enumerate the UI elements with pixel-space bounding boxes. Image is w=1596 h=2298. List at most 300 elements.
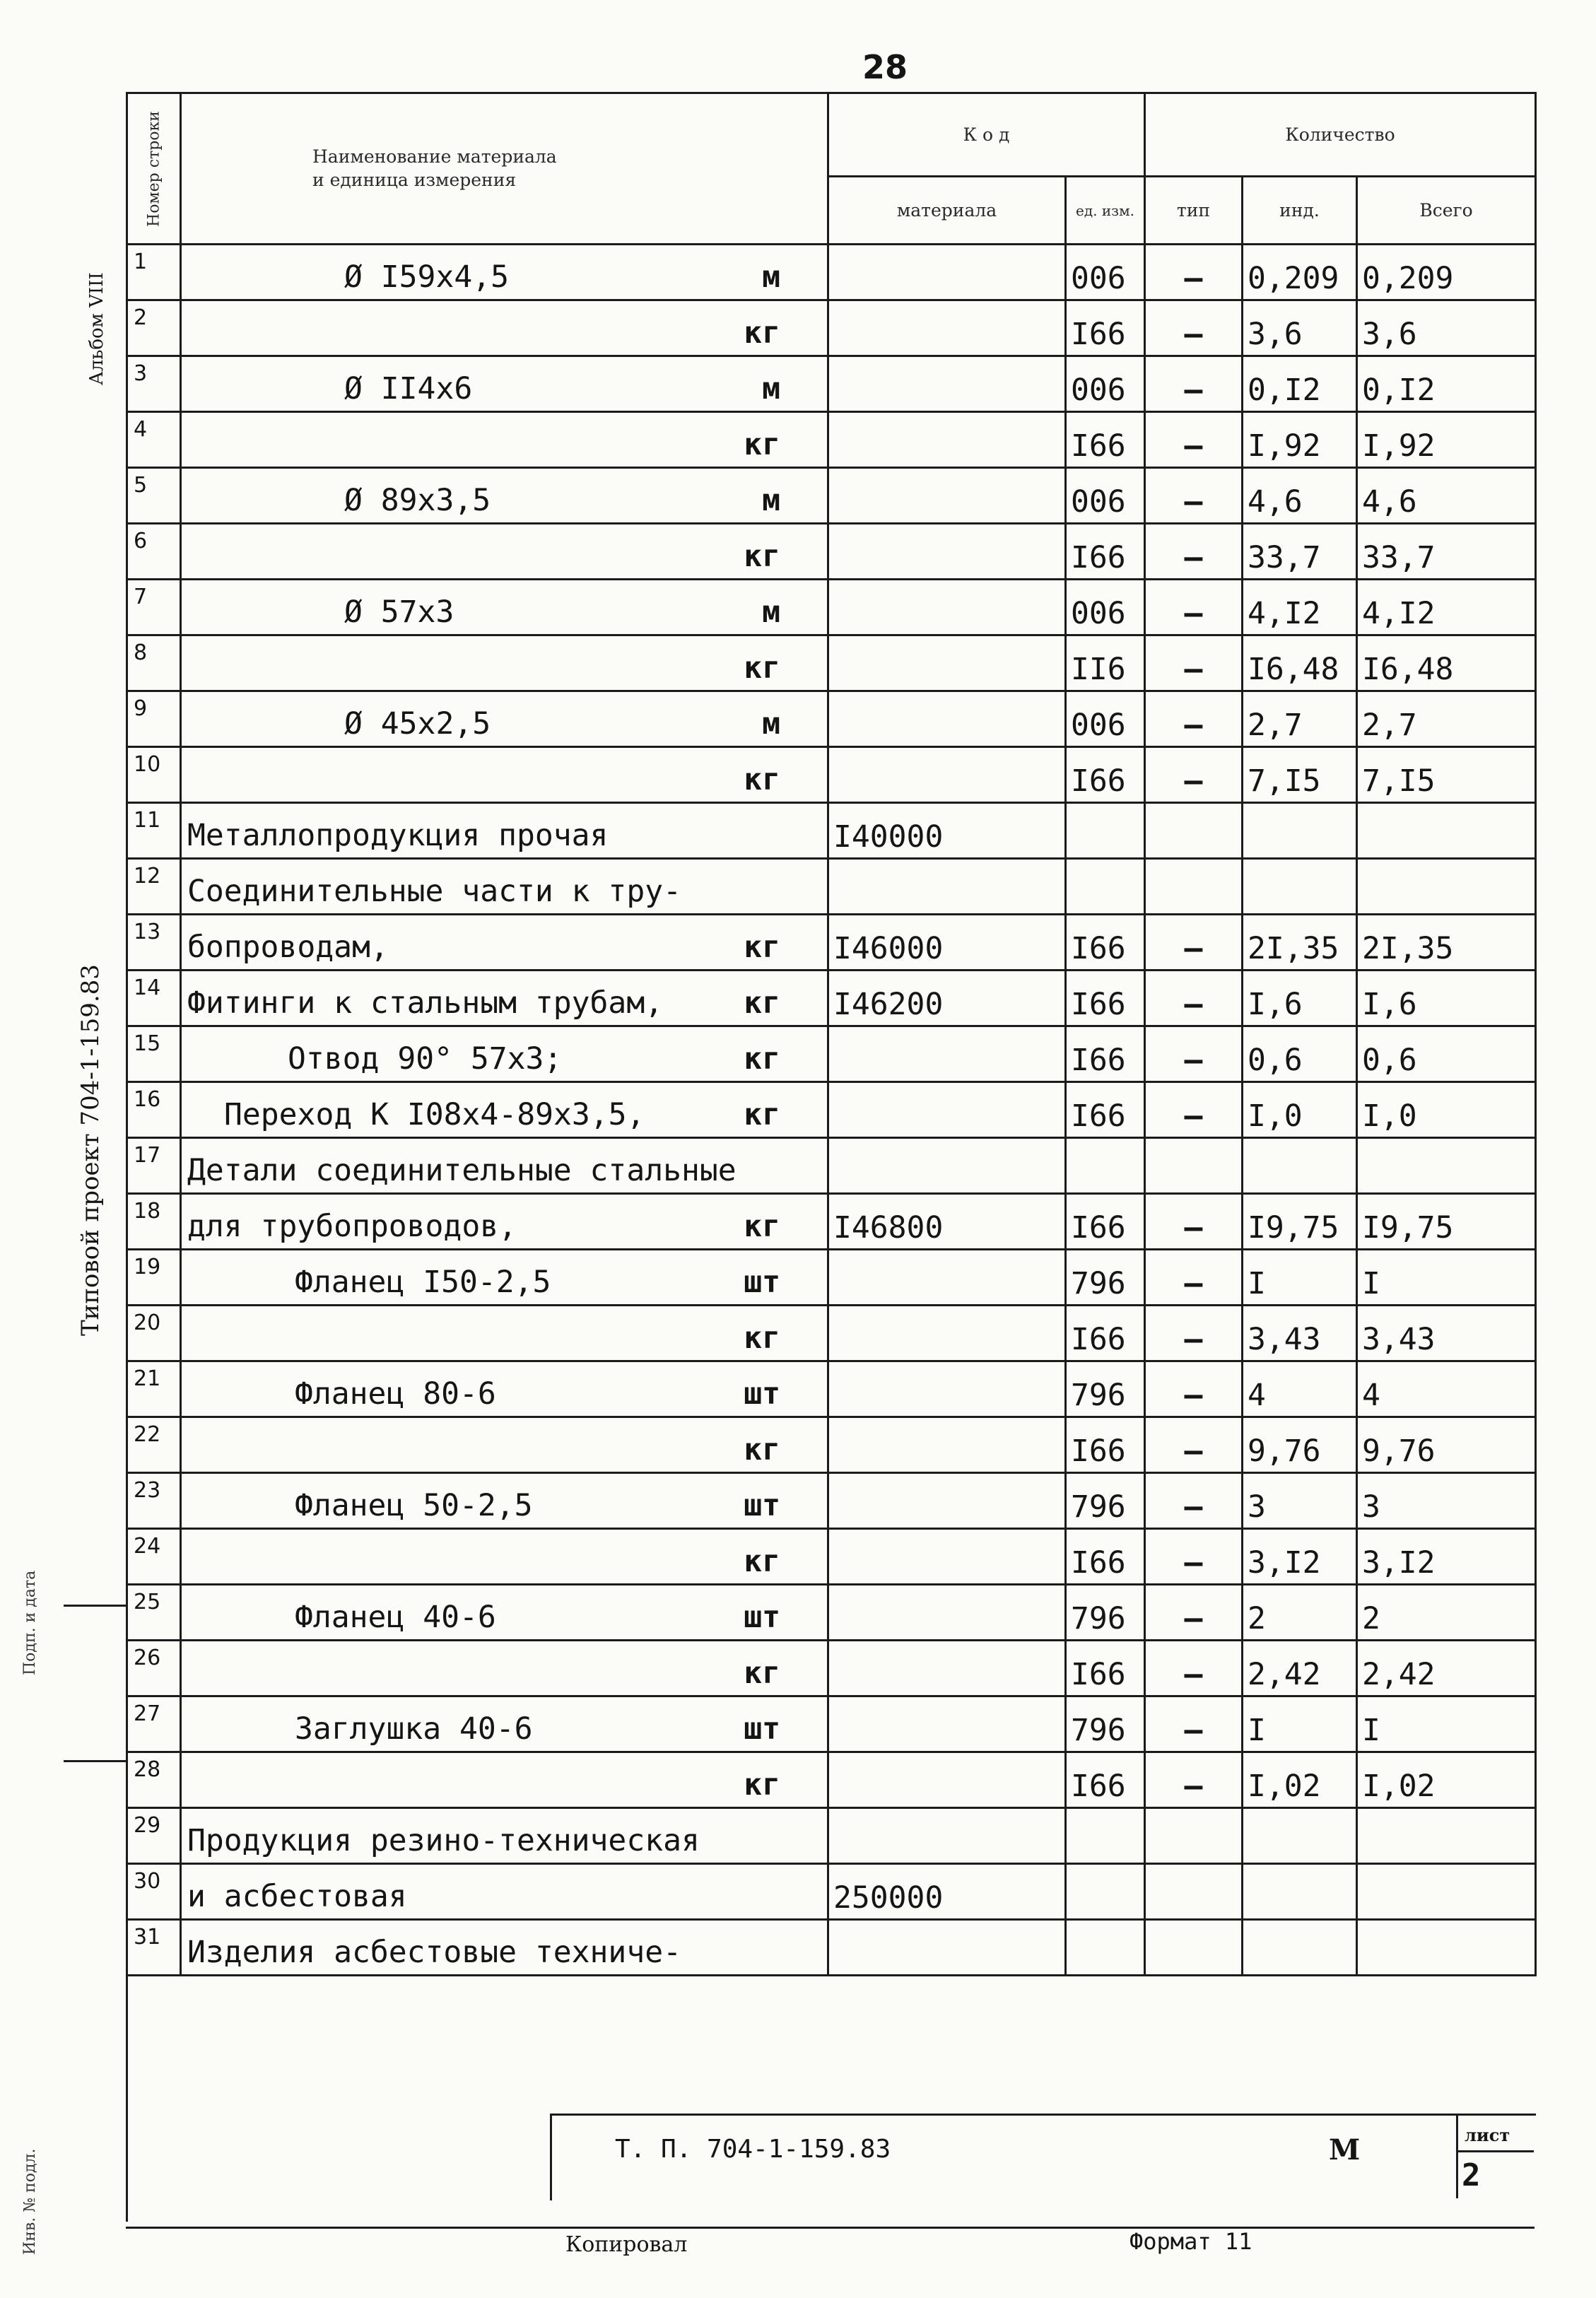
material-name [181,245,828,300]
item-quantity: 4,6 [1243,468,1357,524]
unit-code: I66 [1066,1306,1145,1361]
material-code: I46200 [828,971,1066,1026]
material-code [828,1138,1066,1194]
copied-label: Копировал [565,2232,688,2257]
type-value: – [1145,971,1243,1026]
table-row [127,1473,1536,1529]
bottom-rule [126,2227,1535,2229]
material-code [828,747,1066,803]
unit-code [1066,803,1145,859]
material-name [181,1641,828,1696]
unit-code: 006 [1066,245,1145,300]
row-number: 6 [127,524,181,580]
material-name [181,915,828,971]
type-value: – [1145,1473,1243,1529]
unit-code: 006 [1066,356,1145,412]
total-quantity: 0,6 [1357,1026,1536,1082]
unit-text: м [762,371,780,406]
material-code [828,412,1066,468]
material-name [181,1361,828,1417]
unit-code [1066,1138,1145,1194]
material-code: I46000 [828,915,1066,971]
material-name-text: Соединительные части к тру- [187,874,681,909]
unit-text: кг [744,1320,780,1356]
material-code [828,580,1066,635]
type-value: – [1145,356,1243,412]
unit-text: кг [744,1655,780,1691]
table-row [127,1864,1536,1920]
material-name [181,1696,828,1752]
table-row [127,300,1536,356]
item-quantity: 2,7 [1243,691,1357,747]
table-row [127,1585,1536,1641]
type-value: – [1145,1361,1243,1417]
material-name [181,971,828,1026]
material-name-text: бопроводам, [187,930,389,965]
material-code [828,1808,1066,1864]
unit-code: 006 [1066,691,1145,747]
unit-code: I66 [1066,971,1145,1026]
material-code [828,245,1066,300]
material-name [181,1194,828,1250]
unit-code [1066,1864,1145,1920]
table-row [127,1417,1536,1473]
material-code: I46800 [828,1194,1066,1250]
row-number: 1 [127,245,181,300]
type-value [1145,1864,1243,1920]
row-number: 3 [127,356,181,412]
table-row [127,971,1536,1026]
type-value: – [1145,245,1243,300]
material-name-text: Детали соединительные стальные [187,1153,737,1188]
item-quantity: I,0 [1243,1082,1357,1138]
material-code [828,1082,1066,1138]
material-code [828,1529,1066,1585]
side-project-label: Типовой проект 704-1-159.83 [76,964,105,1336]
item-quantity: 9,76 [1243,1417,1357,1473]
material-name [181,803,828,859]
table-row [127,1920,1536,1976]
material-name-text: Фланец 40-6 [295,1600,496,1635]
unit-text: кг [744,1432,780,1467]
item-quantity: 2I,35 [1243,915,1357,971]
material-name-text: Фитинги к стальным трубам, [187,985,664,1021]
item-quantity: 33,7 [1243,524,1357,580]
material-name-text: Отвод 90° 57x3; [288,1041,563,1077]
material-code [828,1361,1066,1417]
unit-text: шт [744,1711,780,1747]
type-value: – [1145,1417,1243,1473]
material-name-text: Металлопродукция прочая [187,818,609,853]
material-name [181,747,828,803]
unit-code [1066,1920,1145,1976]
item-quantity [1243,1808,1357,1864]
table-row [127,1808,1536,1864]
type-value [1145,859,1243,915]
unit-code: I66 [1066,1752,1145,1808]
table-row [127,1026,1536,1082]
item-quantity: 0,209 [1243,245,1357,300]
material-code [828,1752,1066,1808]
table-row [127,468,1536,524]
table-row [127,524,1536,580]
row-number: 4 [127,412,181,468]
type-value: – [1145,580,1243,635]
material-name-text: Фланец 50-2,5 [295,1488,533,1523]
table-row [127,412,1536,468]
sheet-divider [1456,2150,1534,2152]
item-quantity: 0,I2 [1243,356,1357,412]
material-name [181,1752,828,1808]
material-name-text: Фланец I50-2,5 [295,1265,551,1300]
total-quantity: 0,I2 [1357,356,1536,412]
total-quantity: 2 [1357,1585,1536,1641]
unit-text: м [762,259,780,295]
material-code [828,524,1066,580]
row-number: 10 [127,747,181,803]
material-code [828,1306,1066,1361]
type-header: тип [1145,177,1243,245]
item-quantity [1243,1864,1357,1920]
unit-code [1066,1808,1145,1864]
project-code: Т. П. 704-1-159.83 [615,2135,891,2164]
type-value: – [1145,412,1243,468]
material-name [181,1473,828,1529]
unit-code: I66 [1066,1026,1145,1082]
material-name-text: Фланец 80-6 [295,1376,496,1412]
total-quantity: 2,7 [1357,691,1536,747]
unit-text: м [762,706,780,741]
specification-table [126,92,1537,1976]
mark: М [1329,2133,1361,2167]
row-number: 7 [127,580,181,635]
material-name-text: Ø II4x6 [344,371,473,406]
unit-code: I66 [1066,524,1145,580]
unit-text: кг [744,1209,780,1244]
total-quantity: I6,48 [1357,635,1536,691]
item-quantity: 2 [1243,1585,1357,1641]
material-name [181,1026,828,1082]
unit-code: 006 [1066,468,1145,524]
name-header: Наименование материала и единица измерения [181,93,828,245]
unit-code: I66 [1066,915,1145,971]
table-row [127,915,1536,971]
table-row [127,356,1536,412]
total-quantity [1357,1864,1536,1920]
unit-code: I66 [1066,1641,1145,1696]
table-row [127,803,1536,859]
row-number: 24 [127,1529,181,1585]
unit-code: 796 [1066,1585,1145,1641]
unit-code [1066,859,1145,915]
unit-code: 796 [1066,1473,1145,1529]
unit-code: II6 [1066,635,1145,691]
unit-text: кг [744,539,780,574]
unit-code: I66 [1066,747,1145,803]
material-name-text: Изделия асбестовые техниче- [187,1935,681,1970]
material-name [181,412,828,468]
unit-code: 796 [1066,1250,1145,1306]
material-code [828,1026,1066,1082]
type-value: – [1145,1585,1243,1641]
table-row [127,859,1536,915]
side-album-label: Альбом VIII [86,272,107,385]
total-quantity: I,02 [1357,1752,1536,1808]
material-name-text: Продукция резино-техническая [187,1823,700,1858]
page-number: 28 [862,48,908,86]
unit-code: 006 [1066,580,1145,635]
row-number: 14 [127,971,181,1026]
table-row [127,691,1536,747]
left-stamp-divider [64,1760,126,1762]
item-quantity [1243,803,1357,859]
material-name [181,1585,828,1641]
material-name [181,1864,828,1920]
row-number: 21 [127,1361,181,1417]
table-row [127,1306,1536,1361]
row-number: 9 [127,691,181,747]
unit-code: I66 [1066,1529,1145,1585]
item-quantity: 4 [1243,1361,1357,1417]
type-value: – [1145,300,1243,356]
row-number: 25 [127,1585,181,1641]
total-quantity: 2,42 [1357,1641,1536,1696]
type-value: – [1145,1082,1243,1138]
material-name [181,1529,828,1585]
table-row [127,1361,1536,1417]
table-row [127,1529,1536,1585]
row-number: 20 [127,1306,181,1361]
unit-code: I66 [1066,1194,1145,1250]
unit-code: I66 [1066,1082,1145,1138]
row-number: 16 [127,1082,181,1138]
unit-text: шт [744,1265,780,1300]
table-row [127,1250,1536,1306]
item-quantity: I,6 [1243,971,1357,1026]
item-quantity: 7,I5 [1243,747,1357,803]
row-number-header: Номер строки [127,93,181,245]
material-code [828,1417,1066,1473]
row-number: 13 [127,915,181,971]
side-stamp-signature: Подп. и дата [21,1570,39,1675]
material-name-text: Переход К I08x4-89x3,5, [224,1097,645,1132]
total-quantity: 3,6 [1357,300,1536,356]
unit-text: кг [744,315,780,351]
material-name-text: Заглушка 40-6 [295,1711,533,1747]
material-code [828,1641,1066,1696]
table-row [127,1752,1536,1808]
unit-code-header: ед. изм. [1066,177,1145,245]
total-quantity: 3,I2 [1357,1529,1536,1585]
item-quantity: I,92 [1243,412,1357,468]
item-header: инд. [1243,177,1357,245]
row-number: 11 [127,803,181,859]
material-name [181,691,828,747]
material-code [828,635,1066,691]
material-name [181,635,828,691]
total-quantity: 4,I2 [1357,580,1536,635]
total-quantity: I,0 [1357,1082,1536,1138]
item-quantity: I [1243,1250,1357,1306]
material-name [181,1082,828,1138]
item-quantity: I [1243,1696,1357,1752]
unit-text: м [762,483,780,518]
row-number: 15 [127,1026,181,1082]
total-quantity [1357,1138,1536,1194]
item-quantity: I9,75 [1243,1194,1357,1250]
material-name [181,1808,828,1864]
type-value: – [1145,1026,1243,1082]
total-quantity [1357,803,1536,859]
table-row [127,747,1536,803]
total-quantity: 9,76 [1357,1417,1536,1473]
unit-code: I66 [1066,412,1145,468]
row-number: 23 [127,1473,181,1529]
unit-text: кг [744,1544,780,1579]
material-name [181,356,828,412]
total-quantity: 3,43 [1357,1306,1536,1361]
total-quantity: 4 [1357,1361,1536,1417]
material-code [828,1250,1066,1306]
type-value [1145,1138,1243,1194]
material-code [828,691,1066,747]
type-value: – [1145,468,1243,524]
unit-text: кг [744,1767,780,1802]
unit-text: шт [744,1376,780,1412]
item-quantity: 3,43 [1243,1306,1357,1361]
code-header: К о д [828,93,1145,177]
total-quantity: 3 [1357,1473,1536,1529]
total-quantity [1357,859,1536,915]
total-quantity: 33,7 [1357,524,1536,580]
total-header: Всего [1357,177,1536,245]
material-name [181,580,828,635]
material-name-text: Ø I59x4,5 [344,259,509,295]
item-quantity [1243,1920,1357,1976]
row-number: 8 [127,635,181,691]
row-number: 12 [127,859,181,915]
unit-text: кг [744,985,780,1021]
row-number: 17 [127,1138,181,1194]
row-number: 27 [127,1696,181,1752]
material-code: 250000 [828,1864,1066,1920]
type-value: – [1145,1194,1243,1250]
material-name [181,1417,828,1473]
total-quantity: I,92 [1357,412,1536,468]
item-quantity: 4,I2 [1243,580,1357,635]
row-number: 30 [127,1864,181,1920]
table-row [127,1138,1536,1194]
type-value: – [1145,1641,1243,1696]
unit-text: м [762,594,780,630]
material-name [181,524,828,580]
material-name-text: для трубопроводов, [187,1209,517,1244]
material-code [828,1696,1066,1752]
row-number: 31 [127,1920,181,1976]
row-number: 2 [127,300,181,356]
sheet-label: лист [1465,2125,1510,2145]
unit-text: шт [744,1600,780,1635]
row-number: 28 [127,1752,181,1808]
total-quantity [1357,1920,1536,1976]
item-quantity: 2,42 [1243,1641,1357,1696]
total-quantity: 2I,35 [1357,915,1536,971]
type-value: – [1145,1529,1243,1585]
material-code [828,859,1066,915]
unit-text: кг [744,650,780,686]
item-quantity: 0,6 [1243,1026,1357,1082]
row-number: 5 [127,468,181,524]
item-quantity [1243,1138,1357,1194]
material-name [181,859,828,915]
total-quantity: 4,6 [1357,468,1536,524]
material-name [181,468,828,524]
type-value: – [1145,747,1243,803]
item-quantity: 3,I2 [1243,1529,1357,1585]
total-quantity: 0,209 [1357,245,1536,300]
row-number: 19 [127,1250,181,1306]
material-code [828,468,1066,524]
unit-code: I66 [1066,300,1145,356]
type-value [1145,1808,1243,1864]
total-quantity: 7,I5 [1357,747,1536,803]
material-code [828,1585,1066,1641]
unit-text: кг [744,930,780,965]
row-number: 22 [127,1417,181,1473]
material-code [828,300,1066,356]
total-quantity [1357,1808,1536,1864]
total-quantity: I,6 [1357,971,1536,1026]
row-number: 26 [127,1641,181,1696]
left-stamp-frame [64,1605,128,2222]
item-quantity [1243,859,1357,915]
material-name-text: Ø 45x2,5 [344,706,491,741]
material-name [181,1250,828,1306]
material-name [181,300,828,356]
table-row [127,1194,1536,1250]
table-row [127,245,1536,300]
material-name-text: Ø 57x3 [344,594,454,630]
item-quantity: 3 [1243,1473,1357,1529]
row-number: 29 [127,1808,181,1864]
format-label: Формат 11 [1129,2228,1252,2255]
type-value: – [1145,1696,1243,1752]
table-row [127,580,1536,635]
material-name [181,1920,828,1976]
material-name-text: Ø 89x3,5 [344,483,491,518]
unit-code: I66 [1066,1417,1145,1473]
type-value [1145,1920,1243,1976]
material-code [828,1473,1066,1529]
unit-text: кг [744,762,780,797]
unit-text: кг [744,1041,780,1077]
side-stamp-inventory: Инв. № подл. [21,2148,39,2255]
material-code: I40000 [828,803,1066,859]
unit-code: 796 [1066,1696,1145,1752]
unit-text: шт [744,1488,780,1523]
unit-text: кг [744,1097,780,1132]
type-value: – [1145,691,1243,747]
item-quantity: 3,6 [1243,300,1357,356]
item-quantity: I,02 [1243,1752,1357,1808]
type-value: – [1145,1250,1243,1306]
total-quantity: I [1357,1250,1536,1306]
quantity-header: Количество [1145,93,1536,177]
total-quantity: I [1357,1696,1536,1752]
type-value [1145,803,1243,859]
material-code-header: материала [828,177,1066,245]
table-row [127,1696,1536,1752]
